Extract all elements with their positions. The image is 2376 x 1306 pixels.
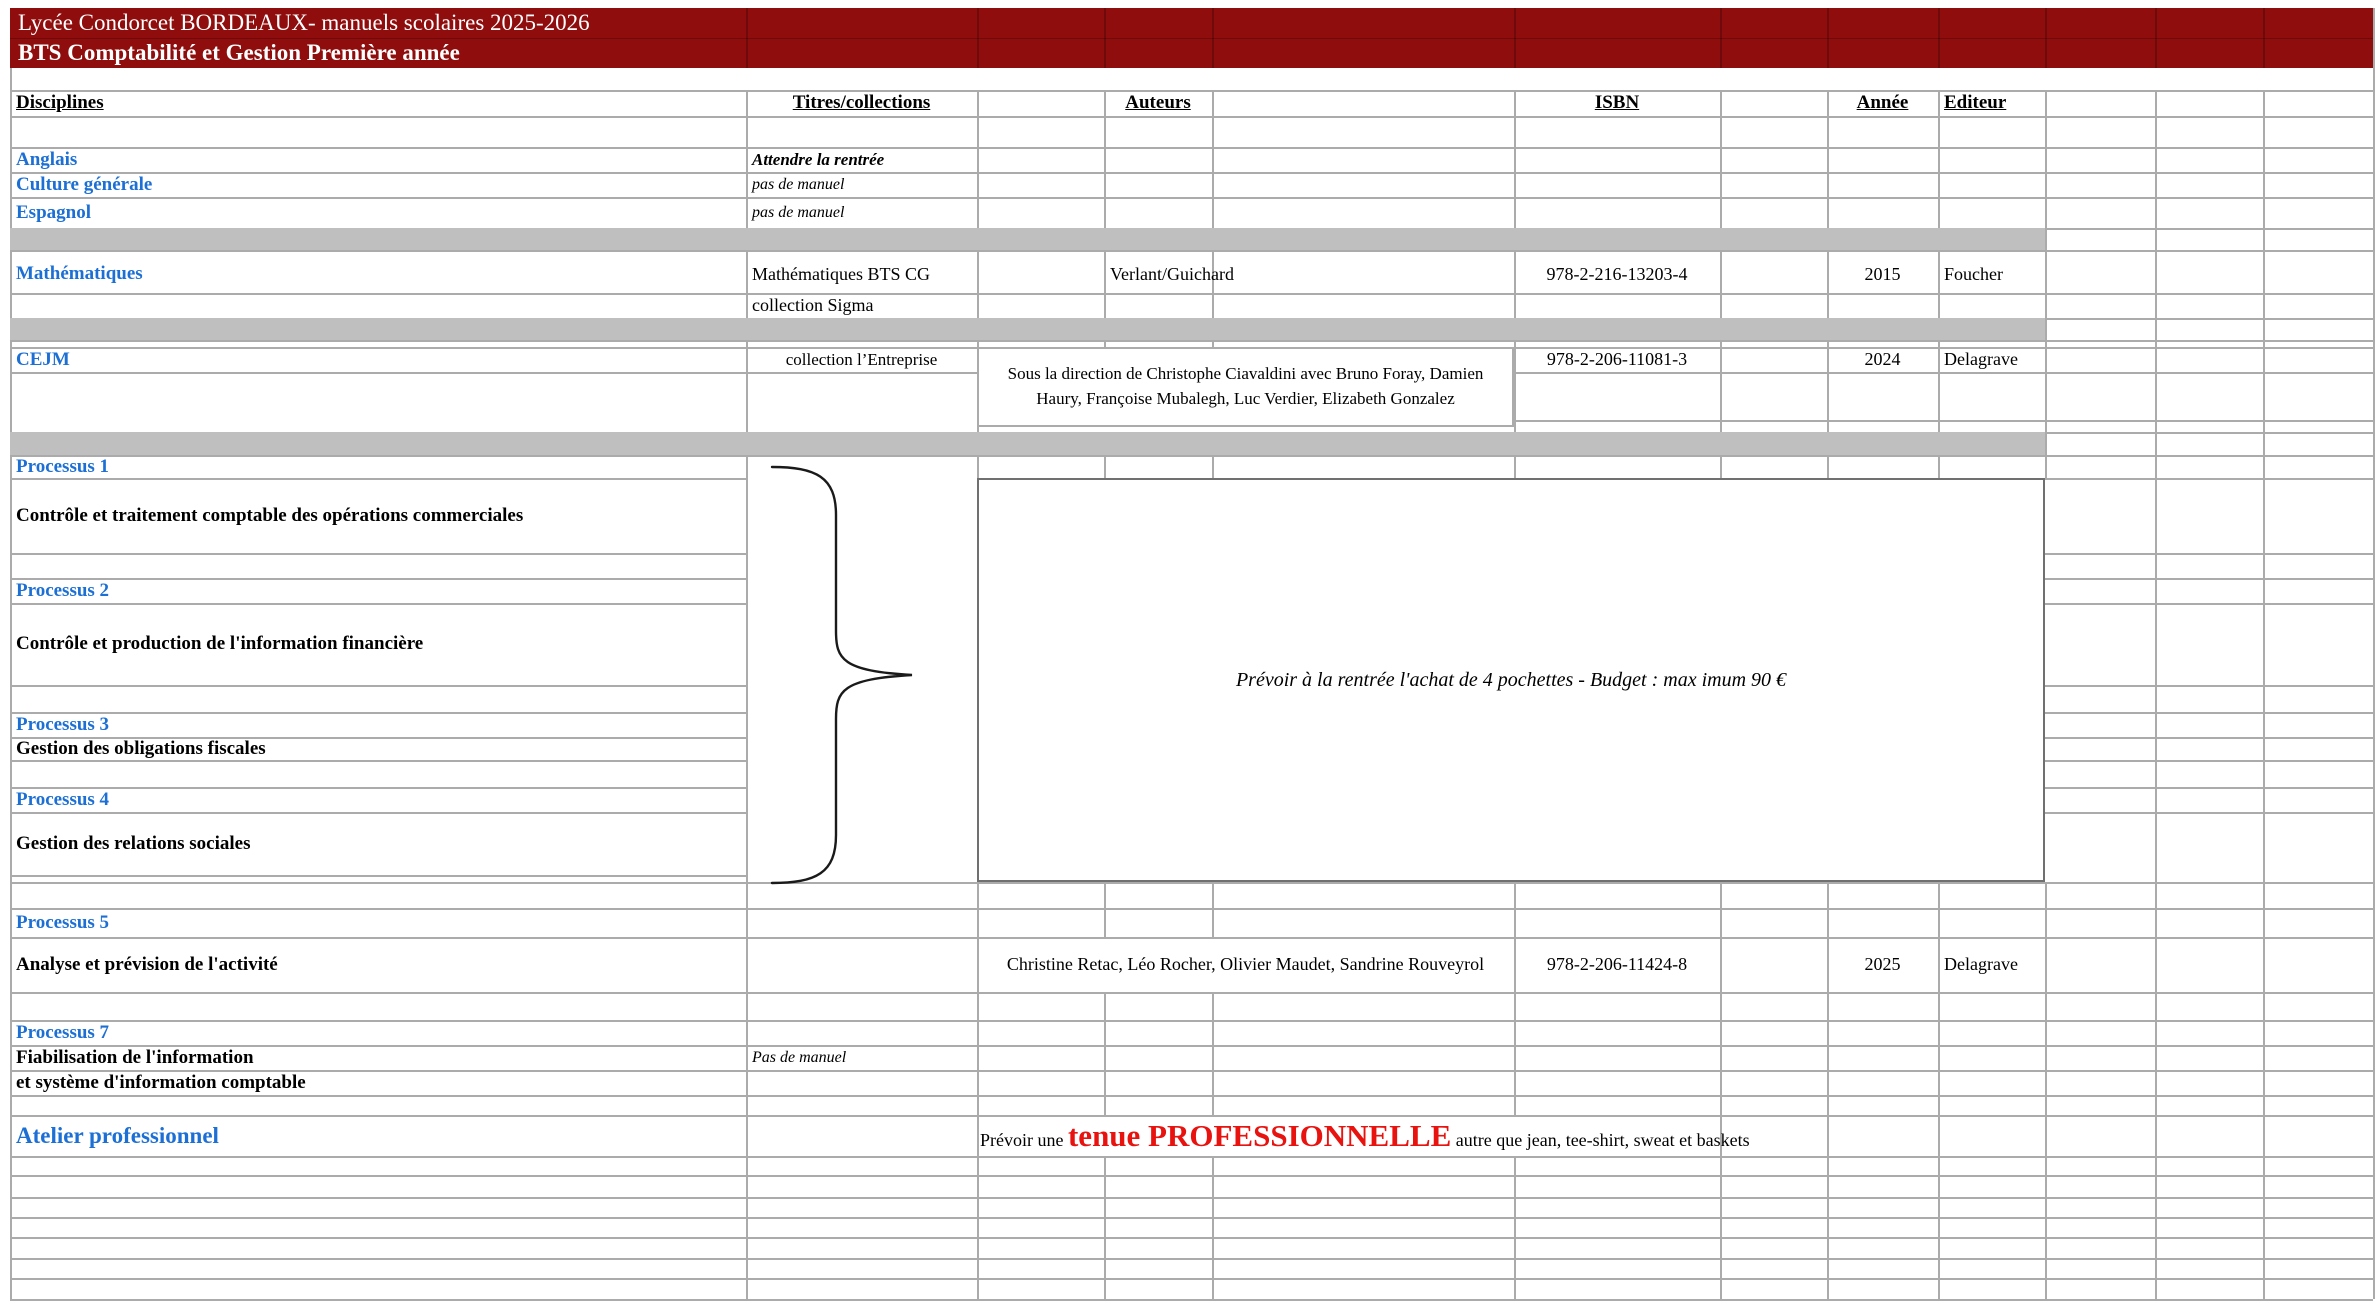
gridline <box>10 1020 2373 1022</box>
gridline <box>10 553 746 555</box>
cell-discipline-espagnol: Espagnol <box>16 202 91 223</box>
cell-discipline-maths: Mathématiques <box>16 263 143 284</box>
gridline <box>10 250 2373 252</box>
cell-atelier-label: Atelier professionnel <box>16 1123 219 1148</box>
gridline <box>10 340 2373 342</box>
gridline <box>1212 90 1214 347</box>
gridline <box>10 1175 2373 1177</box>
gridline <box>10 372 977 374</box>
gridline <box>10 908 2373 910</box>
gridline <box>2045 478 2373 480</box>
cell-title-espagnol: pas de manuel <box>752 204 845 221</box>
dress-code-highlight: tenue PROFESSIONNELLE <box>1067 1118 1452 1153</box>
cell-authors-cejm <box>977 347 1514 427</box>
cell-processus7-description-2: et système d'information comptable <box>16 1072 306 1093</box>
gridline <box>2045 603 2373 605</box>
gridline <box>2045 787 2373 789</box>
gridline <box>10 578 746 580</box>
gridline <box>10 1070 2373 1072</box>
cell-year-processus5: 2025 <box>1864 954 1901 974</box>
gridline <box>2045 685 2373 687</box>
col-header-year: Année <box>1856 92 1909 113</box>
gridline <box>10 1217 2373 1219</box>
gridline <box>2045 578 2373 580</box>
gridline <box>2045 737 2373 739</box>
gridline <box>10 787 746 789</box>
gridline <box>10 760 746 762</box>
cell-title-maths-2: collection Sigma <box>752 295 874 315</box>
cell-year-maths: 2015 <box>1864 264 1901 284</box>
pochettes-note-text: Prévoir à la rentrée l'achat de 4 pochettes - Budget : max imum 90 € <box>1235 668 1787 691</box>
cell-publisher-processus5: Delagrave <box>1944 954 2018 974</box>
col-header-disciplines: Disciplines <box>16 92 104 113</box>
gridline <box>10 712 746 714</box>
gridline <box>2045 760 2373 762</box>
col-header-authors: Auteurs <box>1125 92 1191 113</box>
gridline <box>1104 90 1106 347</box>
cell-publisher-maths: Foucher <box>1944 264 2003 284</box>
gridline <box>10 197 2373 199</box>
gridline <box>10 293 2373 295</box>
curly-brace-shape <box>746 455 977 895</box>
cell-processus7-description-1: Fiabilisation de l'information <box>16 1047 254 1068</box>
gridline <box>10 172 2373 174</box>
separator-band <box>10 318 2045 340</box>
gridline <box>1514 372 2373 374</box>
gridline <box>10 1237 2373 1239</box>
gridline <box>10 147 2373 149</box>
gridline <box>2045 712 2373 714</box>
cell-discipline-culture: Culture générale <box>16 174 153 195</box>
cell-processus1-label: Processus 1 <box>16 456 110 477</box>
cell-processus3-description: Gestion des obligations fiscales <box>16 738 266 759</box>
gridline <box>10 1156 2373 1158</box>
gridline <box>10 1045 2373 1047</box>
gridline <box>10 38 2373 39</box>
cell-processus4-description: Gestion des relations sociales <box>16 833 251 854</box>
cell-title-anglais: Attendre la rentrée <box>752 150 885 169</box>
gridline <box>10 1278 2373 1280</box>
separator-band <box>10 432 2045 455</box>
cell-title-processus7: Pas de manuel <box>752 1049 847 1066</box>
pochettes-note-box <box>977 478 2045 882</box>
page-subtitle: BTS Comptabilité et Gestion Première année <box>18 40 460 65</box>
cell-title-culture: pas de manuel <box>752 176 845 193</box>
cell-publisher-cejm: Delagrave <box>1944 349 2018 369</box>
gridline <box>10 992 2373 994</box>
gridline <box>2045 553 2373 555</box>
gridline <box>2373 8 2375 1299</box>
col-header-titles: Titres/collections <box>792 92 931 113</box>
gridline <box>10 685 746 687</box>
cell-authors-maths: Verlant/Guichard <box>1110 264 1234 284</box>
gridline <box>10 1095 2373 1097</box>
cell-title-maths-1: Mathématiques BTS CG <box>752 264 930 284</box>
col-header-publisher: Editeur <box>1944 92 2007 113</box>
separator-band <box>10 228 2045 250</box>
cell-processus4-label: Processus 4 <box>16 789 110 810</box>
gridline <box>2045 812 2373 814</box>
gridline <box>10 1258 2373 1260</box>
cell-processus1-description: Contrôle et traitement comptable des opérations commerciales <box>16 505 524 526</box>
cejm-authors-text: Sous la direction de Christophe Ciavaldini avec Bruno Foray, Damien Haury, Françoise Mubalegh, Luc Verdier, Elizabeth Gonzalez <box>1007 364 1484 408</box>
cell-processus5-description: Analyse et prévision de l'activité <box>16 954 278 975</box>
cell-year-cejm: 2024 <box>1864 349 1901 369</box>
gridline <box>10 8 12 1299</box>
cell-processus2-label: Processus 2 <box>16 580 110 601</box>
gridline <box>10 455 2373 457</box>
cell-discipline-anglais: Anglais <box>16 149 78 170</box>
cell-discipline-cejm: CEJM <box>16 349 70 370</box>
gridline <box>1514 420 2373 422</box>
col-header-isbn: ISBN <box>1594 92 1640 113</box>
cell-processus2-description: Contrôle et production de l'information financière <box>16 633 424 654</box>
cell-title-cejm: collection l’Entreprise <box>785 350 938 369</box>
cell-authors-processus5: Christine Retac, Léo Rocher, Olivier Maudet, Sandrine Rouveyrol <box>1006 954 1485 974</box>
gridline <box>10 875 746 877</box>
gridline <box>10 1299 2373 1301</box>
gridline <box>10 882 2373 884</box>
cell-processus3-label: Processus 3 <box>16 714 110 735</box>
atelier-dress-code-note <box>980 1115 2280 1156</box>
cell-isbn-maths: 978-2-216-13203-4 <box>1546 264 1688 284</box>
dress-code-prefix: Prévoir une <box>980 1130 1068 1150</box>
cell-processus5-label: Processus 5 <box>16 912 110 933</box>
cell-isbn-processus5: 978-2-206-11424-8 <box>1546 954 1688 974</box>
gridline <box>10 1197 2373 1199</box>
cell-processus7-label: Processus 7 <box>16 1022 110 1043</box>
dress-code-suffix: autre que jean, tee-shirt, sweat et baskets <box>1451 1130 1750 1150</box>
cell-isbn-cejm: 978-2-206-11081-3 <box>1546 349 1688 369</box>
gridline <box>10 116 2373 118</box>
gridline <box>1514 882 1516 1115</box>
page-title: Lycée Condorcet BORDEAUX- manuels scolaires 2025-2026 <box>18 10 590 35</box>
